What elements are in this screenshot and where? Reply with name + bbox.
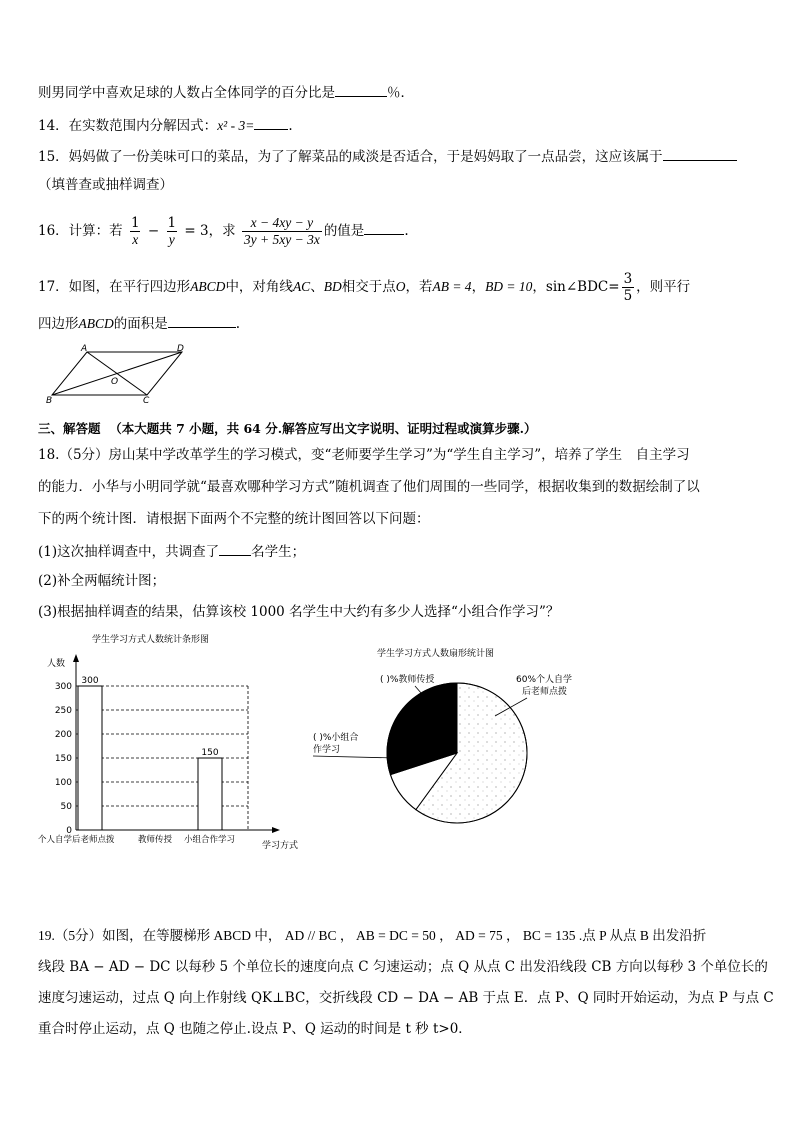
- y-axis-arrow: [73, 654, 79, 662]
- question-18-part1: (1)这次抽样调查中，共调查了 名学生；: [38, 541, 305, 561]
- label-o: O: [111, 377, 119, 387]
- parallelogram-figure: [45, 342, 195, 404]
- y-tick-label: 200: [54, 730, 72, 740]
- question-18-part2: (2)补全两幅统计图；: [38, 573, 166, 589]
- data-label: 150: [201, 748, 219, 758]
- question-17-line2: 四边形ABCD的面积是 .: [38, 313, 240, 333]
- answer-blank[interactable]: [663, 146, 737, 161]
- answer-blank[interactable]: [364, 220, 404, 235]
- fraction: $\frac{3}{5}$: [623, 271, 633, 304]
- label-c: C: [143, 396, 150, 404]
- answer-blank[interactable]: [254, 115, 288, 130]
- question-19-line4: 重合时停止运动，点 Q 也随之停止.设点 P、Q 运动的时间是 t 秒 t>0．: [38, 1021, 472, 1037]
- question-16: 16．计算：若 $\frac{1}{x}$ − $\frac{1}{y}$ = 3，求 $\frac{x - 4xy - y}{3y + 5xy - 3x}$ 的值是 .: [38, 215, 409, 247]
- x-tick-label: 个人自学后老师点拨: [38, 835, 115, 845]
- pie-label: 作学习: [313, 745, 341, 755]
- question-19-line1: 19.（5分）如图，在等腰梯形 ABCD 中， AD // BC ， AB = DC = 50 ， AD = 75 ， BC = 135 .点 P 从点 B 出发沿折: [38, 928, 707, 943]
- pie-label: 后老师点拨: [522, 687, 568, 697]
- question-14: 14．在实数范围内分解因式：x² - 3= .: [38, 115, 293, 135]
- fraction: $\frac{1}{y}$: [167, 215, 177, 247]
- question-18-line2: 的能力．小华与小明同学就“最喜欢哪种学习方式”随机调查了他们周围的一些同学，根据收集到的数据绘制了以: [38, 479, 700, 495]
- x-axis-arrow: [272, 827, 280, 833]
- x-axis-label: 学习方式: [262, 841, 299, 851]
- y-tick-label: 0: [66, 826, 72, 836]
- label-d: D: [177, 344, 184, 354]
- answer-blank[interactable]: [219, 541, 251, 556]
- answer-blank[interactable]: [168, 313, 236, 328]
- question-17: 17．如图，在平行四边形ABCD中，对角线AC、BD相交于点O，若AB = 4，BD = 10，sin∠BDC= $\frac{3}{5}$ ，则平行: [38, 271, 691, 304]
- pie-chart-title: 学生学习方式人数扇形统计图: [377, 649, 495, 659]
- pie-label: ( )%教师传授: [380, 675, 435, 685]
- y-tick-label: 250: [54, 706, 72, 716]
- x-tick-labels: [38, 834, 235, 845]
- fraction: $\frac{x - 4xy - y}{3y + 5xy - 3x}$: [243, 215, 320, 247]
- x-tick-label: 小组合作学习: [184, 835, 236, 845]
- question-19-line3: 速度匀速运动，过点 Q 向上作射线 QK⊥BC，交折线段 CD − DA − AB 于点 E．点 P、Q 同时开始运动，为点 P 与点 C: [38, 990, 774, 1006]
- leader-line: [313, 756, 395, 758]
- y-tick-label: 100: [54, 778, 72, 788]
- pie-slices: [387, 683, 527, 823]
- y-tick-label: 50: [60, 802, 72, 812]
- y-tick-label: 300: [54, 682, 72, 692]
- label-b: B: [46, 396, 53, 404]
- data-label: 300: [81, 676, 99, 686]
- question-15-hint: （填普查或抽样调查）: [38, 177, 173, 193]
- question-18-line1: 18.（5分）房山某中学改革学生的学习模式，变“老师要学生学习”为“学生自主学习”，培养了学生 自主学习: [38, 447, 690, 463]
- section-3-header: 三、解答题 （本大题共 7 小题，共 64 分.解答应写出文字说明、证明过程或演算步骤.）: [38, 421, 537, 436]
- diagonal-bd: [52, 352, 182, 395]
- answer-blank[interactable]: [335, 82, 387, 97]
- label-a: A: [81, 344, 88, 354]
- bar-chart: [34, 628, 324, 858]
- q13-tail: 则男同学中喜欢足球的人数占全体同学的百分比是 ％．: [38, 82, 414, 102]
- y-tick-labels: [55, 682, 72, 836]
- pie-chart: [305, 640, 605, 840]
- question-19-line2: 线段 BA − AD − DC 以每秒 5 个单位长的速度向点 C 匀速运动；点 Q 从点 C 出发沿线段 CB 方向以每秒 3 个单位长的: [38, 959, 768, 975]
- bars: [78, 676, 222, 830]
- bar: [198, 758, 222, 830]
- bar: [78, 686, 102, 830]
- question-15: 15．妈妈做了一份美味可口的菜品，为了了解菜品的咸淡是否适合，于是妈妈取了一点品尝，这应该属于: [38, 146, 737, 166]
- question-18-part3: (3)根据抽样调查的结果，估算该校 1000 名学生中大约有多少人选择“小组合作学习”？: [38, 604, 560, 620]
- fraction: $\frac{1}{x}$: [130, 215, 140, 247]
- x-tick-label: 教师传授: [138, 835, 173, 845]
- pie-label: ( )%小组合: [313, 733, 359, 743]
- question-18-line3: 下的两个统计图．请根据下面两个不完整的统计图回答以下问题：: [38, 511, 430, 527]
- y-tick-label: 150: [54, 754, 72, 764]
- bar-chart-title: 学生学习方式人数统计条形图: [92, 635, 210, 645]
- pie-label: 60%个人自学: [516, 675, 573, 685]
- y-axis-label: 人数: [47, 659, 66, 669]
